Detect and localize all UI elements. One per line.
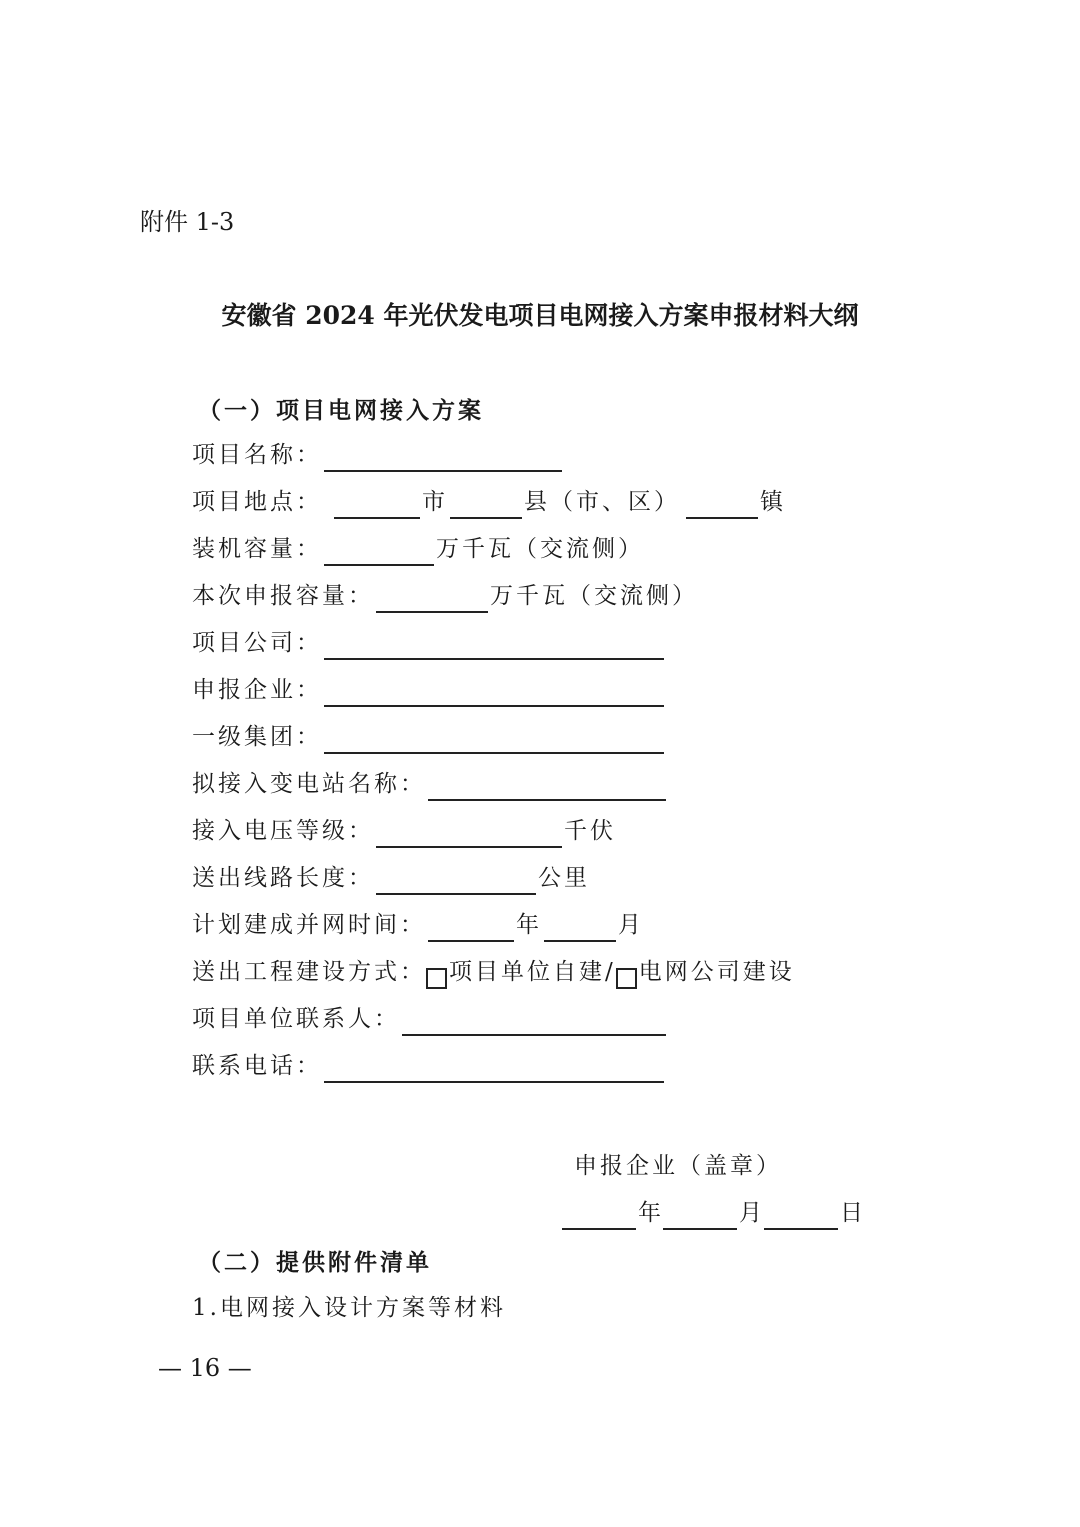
city-label: 市 <box>422 489 448 515</box>
phone-row <box>192 1049 666 1083</box>
sign-day-label: 日 <box>840 1200 863 1226</box>
sign-month-blank <box>663 1202 737 1230</box>
declared-capacity-blank <box>376 585 488 613</box>
voltage-blank <box>376 820 562 848</box>
sign-day-blank <box>764 1202 838 1230</box>
installed-capacity-row <box>192 532 644 566</box>
self-build-option: 项目单位自建/ <box>449 959 616 985</box>
county-label: 县（市、区） <box>524 489 680 515</box>
page-number: — 16 — <box>158 1354 252 1382</box>
substation-blank <box>428 773 666 801</box>
voltage-row <box>192 814 616 848</box>
county-blank <box>450 491 522 519</box>
grid-time-row <box>192 908 644 942</box>
signature-label: 申报企业（盖章） <box>574 1153 782 1179</box>
substation-row <box>192 767 668 801</box>
document-title: 安徽省 2024 年光伏发电项目电网接入方案申报材料大纲 <box>221 301 859 330</box>
attachment-label: 附件 1-3 <box>140 208 235 236</box>
installed-capacity-label: 装机容量： <box>192 536 322 562</box>
sign-month-label: 月 <box>739 1200 762 1226</box>
installed-capacity-unit: 万千瓦（交流侧） <box>436 536 644 562</box>
substation-label: 拟接入变电站名称： <box>192 771 426 797</box>
location-label: 项目地点： <box>192 489 322 515</box>
project-company-blank <box>324 632 664 660</box>
attachment-item-1: 1.电网接入设计方案等材料 <box>192 1295 506 1321</box>
declared-capacity-row <box>192 579 698 613</box>
phone-blank <box>324 1055 664 1083</box>
section-1-heading: （一）项目电网接入方案 <box>198 397 484 424</box>
group-row <box>192 720 666 754</box>
project-company-label: 项目公司： <box>192 630 322 656</box>
project-name-label: 项目名称： <box>192 442 322 468</box>
section-2-heading: （二）提供附件清单 <box>198 1249 432 1276</box>
grid-build-option: 电网公司建设 <box>638 959 795 985</box>
line-length-unit: 公里 <box>538 865 590 891</box>
phone-label: 联系电话： <box>192 1053 322 1079</box>
grid-time-label: 计划建成并网时间： <box>192 912 426 938</box>
self-build-checkbox[interactable] <box>426 968 447 989</box>
installed-capacity-blank <box>324 538 434 566</box>
construction-label: 送出工程建设方式： <box>192 959 426 985</box>
grid-build-checkbox[interactable] <box>616 968 637 989</box>
line-length-row <box>192 861 590 895</box>
grid-year-blank <box>428 914 514 942</box>
contact-blank <box>402 1008 666 1036</box>
contact-row <box>192 1002 668 1036</box>
line-length-blank <box>376 867 536 895</box>
group-label: 一级集团： <box>192 724 322 750</box>
construction-row <box>192 955 795 989</box>
contact-label: 项目单位联系人： <box>192 1006 400 1032</box>
signature-date <box>560 1196 863 1230</box>
applicant-row <box>192 673 666 707</box>
grid-year-label: 年 <box>516 912 542 938</box>
line-length-label: 送出线路长度： <box>192 865 374 891</box>
grid-month-blank <box>544 914 616 942</box>
city-blank <box>334 491 420 519</box>
declared-capacity-label: 本次申报容量： <box>192 583 374 609</box>
town-blank <box>686 491 758 519</box>
declared-capacity-unit: 万千瓦（交流侧） <box>490 583 698 609</box>
town-label: 镇 <box>760 489 786 515</box>
applicant-label: 申报企业： <box>192 677 322 703</box>
project-location-row <box>192 485 786 519</box>
project-company-row <box>192 626 666 660</box>
project-name-row <box>192 438 564 472</box>
grid-month-label: 月 <box>618 912 644 938</box>
group-blank <box>324 726 664 754</box>
project-name-blank <box>324 444 562 472</box>
applicant-blank <box>324 679 664 707</box>
voltage-label: 接入电压等级： <box>192 818 374 844</box>
sign-year-blank <box>562 1202 636 1230</box>
voltage-unit: 千伏 <box>564 818 616 844</box>
sign-year-label: 年 <box>638 1200 661 1226</box>
